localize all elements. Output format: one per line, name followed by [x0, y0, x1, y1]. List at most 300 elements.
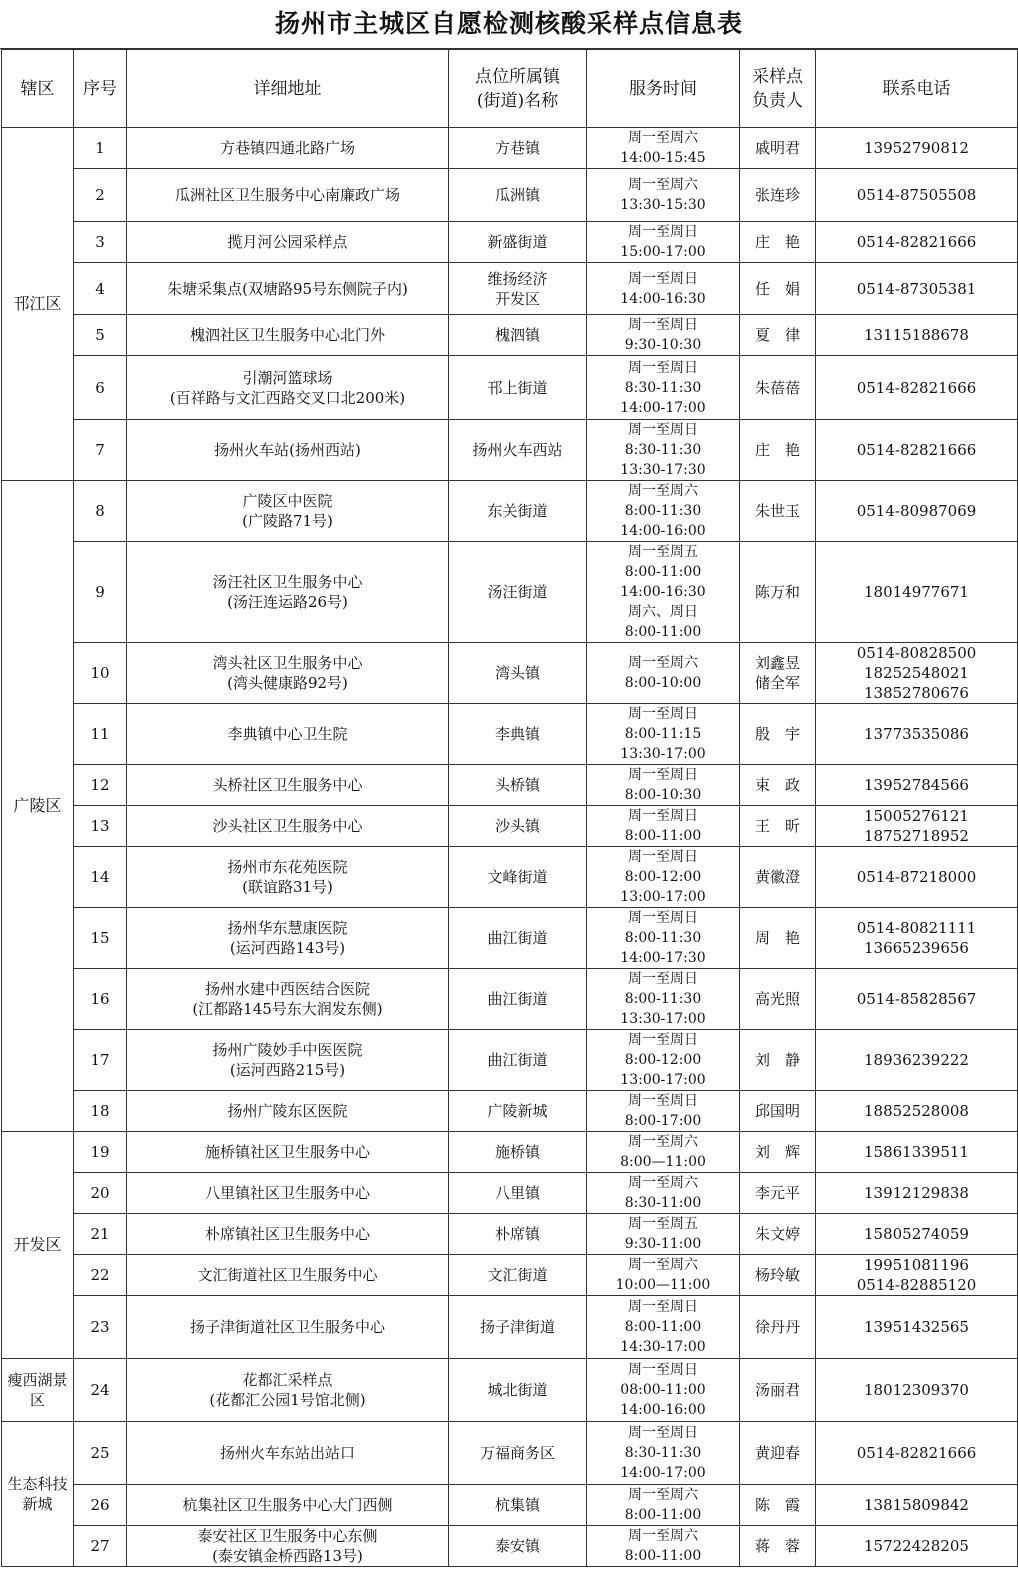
- time-cell-line: 周一至周五: [628, 544, 698, 560]
- address-cell: [127, 643, 449, 704]
- street-cell: [449, 969, 587, 1030]
- time-cell: [587, 1132, 740, 1173]
- time-cell-line: 14:00-16:00: [620, 1402, 706, 1418]
- address-cell-line: 方巷镇四通北路广场: [219, 139, 355, 157]
- time-cell-line: 8:00-12:00: [624, 869, 702, 885]
- table-row: [2, 704, 1018, 765]
- person-cell: [740, 263, 816, 315]
- address-cell: [127, 1296, 449, 1359]
- address-cell-line: 湾头社区卫生服务中心: [212, 654, 363, 672]
- person-cell: [740, 704, 816, 765]
- time-cell-line: 周一至周六: [628, 1528, 698, 1544]
- time-cell-line: 13:30-15:30: [620, 197, 706, 213]
- street-cell: [449, 420, 587, 481]
- address-cell-line: 八里镇社区卫生服务中心: [204, 1184, 370, 1202]
- table-row: [2, 1173, 1018, 1214]
- street-cell-line: 朴席镇: [494, 1225, 540, 1243]
- phone-cell-line: 15805274059: [864, 1225, 969, 1243]
- phone-cell-line: 18752718952: [864, 827, 969, 845]
- street-cell-line: 瓜洲镇: [494, 186, 540, 204]
- address-cell-line: 扬州火车东站出站口: [219, 1444, 355, 1462]
- street-cell-line: 施桥镇: [494, 1143, 540, 1161]
- street-cell: [449, 1132, 587, 1173]
- person-cell-line: 朱文婷: [754, 1225, 800, 1243]
- phone-cell-line: 18014977671: [864, 583, 969, 601]
- header-time: 服务时间: [587, 50, 740, 128]
- person-cell: [740, 1091, 816, 1132]
- address-cell: [127, 420, 449, 481]
- street-cell: [449, 847, 587, 908]
- person-cell-line: 殷 宇: [754, 725, 800, 743]
- time-cell-line: 周一至周六: [628, 130, 698, 146]
- address-cell: [127, 222, 449, 263]
- time-cell-line: 8:30-11:30: [624, 442, 702, 458]
- time-cell-line: 8:00-11:00: [624, 1548, 702, 1564]
- time-cell-line: 周一至周六: [628, 1257, 698, 1273]
- address-cell-line: 扬州水建中西医结合医院: [204, 980, 370, 998]
- phone-cell: [816, 1422, 1018, 1485]
- person-cell: [740, 222, 816, 263]
- street-cell: [449, 222, 587, 263]
- phone-cell-line: 0514-82821666: [856, 1444, 977, 1462]
- person-cell-line: 黄迎春: [754, 1444, 800, 1462]
- row-number: 16: [74, 969, 127, 1030]
- time-cell-line: 08:00-11:00: [620, 1382, 706, 1398]
- street-cell: [449, 1526, 587, 1567]
- person-cell-line: 蒋 蓉: [754, 1537, 800, 1555]
- person-cell: [740, 1255, 816, 1296]
- street-cell-line: 杭集镇: [494, 1496, 540, 1514]
- address-cell: [127, 1214, 449, 1255]
- time-cell: [587, 222, 740, 263]
- address-cell: [127, 1526, 449, 1567]
- phone-cell: [816, 1526, 1018, 1567]
- header-person: [740, 50, 816, 128]
- header-person-line: 采样点: [752, 66, 803, 87]
- phone-cell-line: 18252548021: [864, 664, 969, 682]
- time-cell-line: 13:00-17:00: [620, 1072, 706, 1088]
- district-cell: 瘦西湖景区: [2, 1359, 74, 1422]
- row-number: 20: [74, 1173, 127, 1214]
- phone-cell-line: 15722428205: [864, 1537, 969, 1555]
- phone-cell-line: 0514-87505508: [856, 186, 977, 204]
- phone-cell: [816, 847, 1018, 908]
- person-cell: [740, 420, 816, 481]
- time-cell: [587, 847, 740, 908]
- row-number: 17: [74, 1030, 127, 1091]
- time-cell-line: 周一至周日: [628, 1425, 698, 1441]
- time-cell-line: 8:00-11:00: [624, 624, 702, 640]
- person-cell-line: 王 昕: [754, 817, 800, 835]
- person-cell-line: 戚明君: [754, 139, 800, 157]
- time-cell-line: 13:30-17:00: [620, 1011, 706, 1027]
- person-cell: [740, 1030, 816, 1091]
- street-cell: [449, 542, 587, 643]
- address-cell: [127, 1132, 449, 1173]
- person-cell-line: 汤丽君: [754, 1381, 800, 1399]
- phone-cell-line: 0514-82821666: [856, 378, 977, 397]
- phone-cell-line: 0514-87305381: [856, 279, 977, 298]
- time-cell-line: 8:30-11:30: [624, 1445, 702, 1461]
- phone-cell-line: 13815809842: [864, 1496, 969, 1514]
- district-cell: 邗江区: [2, 128, 74, 481]
- person-cell-line: 任 娟: [754, 279, 800, 298]
- header-street-line: (街道)名称: [476, 90, 559, 111]
- person-cell-line: 张连珍: [754, 186, 800, 204]
- table-row: [2, 847, 1018, 908]
- street-cell-line: 槐泗镇: [494, 326, 540, 344]
- address-cell-line: 扬州广陵东区医院: [227, 1102, 348, 1120]
- person-cell-line: 刘 辉: [754, 1143, 800, 1161]
- time-cell-line: 周一至周日: [628, 767, 698, 783]
- table-row: [2, 128, 1018, 169]
- address-cell-line: 引潮河篮球场: [242, 368, 333, 387]
- time-cell-line: 14:00-17:00: [620, 1465, 706, 1481]
- person-cell-line: 刘鑫昱: [754, 654, 800, 672]
- time-cell: [587, 315, 740, 356]
- time-cell-line: 8:00-10:00: [624, 675, 702, 691]
- table-row: [2, 643, 1018, 704]
- street-cell-line: 方巷镇: [494, 139, 540, 157]
- row-number: 21: [74, 1214, 127, 1255]
- street-cell: [449, 481, 587, 542]
- person-cell: [740, 806, 816, 847]
- table-row: [2, 263, 1018, 315]
- address-cell: [127, 1173, 449, 1214]
- address-cell: [127, 806, 449, 847]
- table-row: [2, 1091, 1018, 1132]
- person-cell-line: 邱国明: [754, 1102, 800, 1120]
- street-cell: [449, 908, 587, 969]
- street-cell: [449, 356, 587, 420]
- time-cell-line: 周一至周日: [628, 849, 698, 865]
- row-number: 22: [74, 1255, 127, 1296]
- person-cell: [740, 1173, 816, 1214]
- address-cell-line: (花都汇公园1号馆北侧): [209, 1391, 366, 1409]
- person-cell-line: 束 政: [754, 776, 800, 794]
- time-cell-line: 周一至周日: [628, 1299, 698, 1315]
- phone-cell: [816, 1359, 1018, 1422]
- phone-cell-line: 13952790812: [864, 139, 969, 157]
- time-cell: [587, 169, 740, 222]
- street-cell-line: 扬子津街道: [479, 1318, 555, 1336]
- time-cell-line: 8:00-11:30: [624, 503, 702, 519]
- street-cell: [449, 1173, 587, 1214]
- phone-cell: [816, 128, 1018, 169]
- address-cell-line: (运河西路215号): [229, 1061, 346, 1079]
- phone-cell: [816, 315, 1018, 356]
- phone-cell: [816, 263, 1018, 315]
- person-cell: [740, 356, 816, 420]
- person-cell: [740, 169, 816, 222]
- address-cell-line: 扬州市东花苑医院: [227, 858, 348, 876]
- time-cell: [587, 1526, 740, 1567]
- time-cell-line: 8:30-11:30: [624, 379, 702, 396]
- person-cell: [740, 847, 816, 908]
- person-cell-line: 高光照: [754, 990, 800, 1008]
- street-cell-line: 头桥镇: [494, 776, 540, 794]
- address-cell-line: 李典镇中心卫生院: [227, 725, 348, 743]
- header-address: 详细地址: [127, 50, 449, 128]
- time-cell-line: 14:00-16:00: [620, 523, 706, 539]
- time-cell: [587, 765, 740, 806]
- street-cell-line: 扬州火车西站: [472, 441, 563, 459]
- address-cell-line: 扬州广陵妙手中医医院: [212, 1041, 363, 1059]
- table-row: [2, 969, 1018, 1030]
- time-cell: [587, 1359, 740, 1422]
- street-cell: [449, 169, 587, 222]
- phone-cell-line: 13852780676: [864, 684, 969, 702]
- time-cell: [587, 643, 740, 704]
- person-cell: [740, 481, 816, 542]
- person-cell-line: 陈 霞: [754, 1496, 800, 1514]
- time-cell-line: 8:00-10:30: [624, 787, 702, 803]
- person-cell: [740, 643, 816, 704]
- person-cell: [740, 1214, 816, 1255]
- phone-cell: [816, 1214, 1018, 1255]
- address-cell-line: 扬州火车站(扬州西站): [214, 441, 361, 459]
- street-cell-line: 东关街道: [487, 502, 548, 520]
- time-cell-line: 周一至周日: [628, 422, 698, 438]
- street-cell-line: 广陵新城: [487, 1102, 548, 1120]
- street-cell: [449, 1296, 587, 1359]
- phone-cell: [816, 908, 1018, 969]
- address-cell: [127, 1255, 449, 1296]
- address-cell-line: 杭集社区卫生服务中心大门西侧: [182, 1496, 393, 1514]
- street-cell: [449, 765, 587, 806]
- table-row: [2, 1030, 1018, 1091]
- time-cell-line: 周一至周六: [628, 655, 698, 671]
- time-cell: [587, 542, 740, 643]
- row-number: 27: [74, 1526, 127, 1567]
- row-number: 26: [74, 1485, 127, 1526]
- time-cell-line: 周一至周日: [628, 270, 698, 287]
- phone-cell: [816, 704, 1018, 765]
- street-cell: [449, 1359, 587, 1422]
- address-cell-line: (泰安镇金桥西路13号): [212, 1547, 363, 1565]
- address-cell-line: (百祥路与文汇西路交叉口北200米): [169, 388, 406, 407]
- street-cell: [449, 1485, 587, 1526]
- address-cell: [127, 1030, 449, 1091]
- person-cell-line: 陈万和: [754, 583, 800, 601]
- time-cell: [587, 356, 740, 420]
- table-body: [2, 128, 1018, 1567]
- person-cell-line: 储全军: [754, 674, 800, 692]
- address-cell-line: 泰安社区卫生服务中心东侧: [197, 1527, 378, 1545]
- person-cell: [740, 1526, 816, 1567]
- time-cell-line: 9:30-11:00: [624, 1236, 702, 1252]
- phone-cell: [816, 169, 1018, 222]
- time-cell: [587, 420, 740, 481]
- phone-cell-line: 13665239656: [864, 939, 969, 957]
- time-cell-line: 周一至周六: [628, 1487, 698, 1503]
- person-cell-line: 徐丹丹: [754, 1318, 800, 1336]
- street-cell: [449, 704, 587, 765]
- phone-cell: [816, 420, 1018, 481]
- time-cell-line: 周一至周六: [628, 1175, 698, 1191]
- address-cell-line: 沙头社区卫生服务中心: [212, 817, 363, 835]
- row-number: 13: [74, 806, 127, 847]
- phone-cell: [816, 1173, 1018, 1214]
- row-number: 19: [74, 1132, 127, 1173]
- phone-cell: [816, 1485, 1018, 1526]
- row-number: 6: [74, 356, 127, 420]
- header-row: [2, 50, 1018, 128]
- header-street: [449, 50, 587, 128]
- table-row: [2, 1296, 1018, 1359]
- phone-cell-line: 13115188678: [864, 326, 969, 344]
- time-cell: [587, 969, 740, 1030]
- time-cell: [587, 481, 740, 542]
- time-cell-line: 8:30-11:00: [624, 1195, 702, 1211]
- street-cell: [449, 1255, 587, 1296]
- time-cell-line: 周一至周六: [628, 1134, 698, 1150]
- time-cell-line: 周一至周日: [628, 359, 698, 376]
- street-cell-line: 维扬经济: [487, 269, 548, 288]
- address-cell: [127, 315, 449, 356]
- street-cell: [449, 1214, 587, 1255]
- table-row: [2, 908, 1018, 969]
- time-cell-line: 13:30-17:00: [620, 746, 706, 762]
- row-number: 24: [74, 1359, 127, 1422]
- person-cell: [740, 542, 816, 643]
- street-cell: [449, 1422, 587, 1485]
- phone-cell: [816, 806, 1018, 847]
- row-number: 14: [74, 847, 127, 908]
- street-cell: [449, 263, 587, 315]
- street-cell-line: 沙头镇: [494, 817, 540, 835]
- street-cell-line: 城北街道: [487, 1381, 548, 1399]
- district-cell: 生态科技新城: [2, 1422, 74, 1567]
- phone-cell-line: 15005276121: [864, 807, 969, 825]
- person-cell: [740, 1132, 816, 1173]
- address-cell: [127, 356, 449, 420]
- sampling-site-table: [1, 49, 1018, 1567]
- row-number: 15: [74, 908, 127, 969]
- time-cell: [587, 1255, 740, 1296]
- phone-cell-line: 18852528008: [864, 1102, 969, 1120]
- time-cell-line: 8:00-11:00: [624, 828, 702, 844]
- phone-cell: [816, 969, 1018, 1030]
- row-number: 18: [74, 1091, 127, 1132]
- address-cell: [127, 542, 449, 643]
- row-number: 10: [74, 643, 127, 704]
- phone-cell-line: 0514-80987069: [856, 502, 977, 520]
- time-cell: [587, 1091, 740, 1132]
- address-cell-line: 朴席镇社区卫生服务中心: [204, 1225, 370, 1243]
- row-number: 2: [74, 169, 127, 222]
- person-cell-line: 杨玲敏: [754, 1266, 800, 1284]
- person-cell: [740, 315, 816, 356]
- address-cell: [127, 704, 449, 765]
- time-cell: [587, 1214, 740, 1255]
- street-cell-line: 曲江街道: [487, 990, 548, 1008]
- time-cell: [587, 263, 740, 315]
- address-cell: [127, 1091, 449, 1132]
- phone-cell-line: 0514-82821666: [856, 233, 977, 251]
- person-cell: [740, 128, 816, 169]
- address-cell: [127, 263, 449, 315]
- time-cell-line: 8:00-11:30: [624, 991, 702, 1007]
- phone-cell-line: 13912129838: [864, 1184, 969, 1202]
- person-cell: [740, 908, 816, 969]
- row-number: 1: [74, 128, 127, 169]
- row-number: 3: [74, 222, 127, 263]
- time-cell-line: 8:00—11:00: [620, 1154, 706, 1170]
- address-cell-line: 头桥社区卫生服务中心: [212, 776, 363, 794]
- time-cell-line: 10:00—11:00: [615, 1277, 711, 1293]
- time-cell-line: 周一至周日: [628, 1032, 698, 1048]
- district-cell: 开发区: [2, 1132, 74, 1359]
- time-cell: [587, 1173, 740, 1214]
- phone-cell: [816, 356, 1018, 420]
- address-cell-line: 汤汪社区卫生服务中心: [212, 573, 363, 591]
- time-cell-line: 周一至周日: [628, 1093, 698, 1109]
- address-cell: [127, 969, 449, 1030]
- street-cell-line: 邗上街道: [487, 378, 548, 397]
- street-cell: [449, 806, 587, 847]
- time-cell-line: 14:00-17:30: [620, 950, 706, 966]
- time-cell-line: 周六、周日: [628, 604, 698, 620]
- time-cell-line: 周一至周六: [628, 177, 698, 193]
- time-cell-line: 14:00-15:45: [620, 150, 706, 166]
- phone-cell: [816, 222, 1018, 263]
- address-cell-line: (广陵路71号): [242, 512, 333, 530]
- table-row: [2, 1485, 1018, 1526]
- time-cell-line: 8:00-17:00: [624, 1113, 702, 1129]
- phone-cell-line: 18936239222: [864, 1051, 969, 1069]
- phone-cell-line: 19951081196: [864, 1256, 969, 1274]
- table-row: [2, 1422, 1018, 1485]
- table-row: [2, 1214, 1018, 1255]
- table-row: [2, 315, 1018, 356]
- person-cell: [740, 969, 816, 1030]
- table-row: [2, 1255, 1018, 1296]
- person-cell-line: 庄 艳: [754, 441, 800, 459]
- address-cell-line: 槐泗社区卫生服务中心北门外: [189, 326, 385, 344]
- address-cell-line: 广陵区中医院: [242, 492, 333, 510]
- time-cell-line: 14:00-16:30: [620, 584, 706, 600]
- table-row: [2, 420, 1018, 481]
- address-cell: [127, 847, 449, 908]
- phone-cell-line: 13952784566: [864, 776, 969, 794]
- phone-cell: [816, 1091, 1018, 1132]
- row-number: 11: [74, 704, 127, 765]
- header-person-line: 负责人: [752, 90, 803, 111]
- person-cell-line: 刘 静: [754, 1051, 800, 1069]
- time-cell-line: 14:30-17:00: [620, 1339, 706, 1355]
- time-cell-line: 14:00-16:30: [620, 290, 706, 307]
- phone-cell: [816, 1255, 1018, 1296]
- address-cell-line: (湾头健康路92号): [227, 674, 348, 692]
- street-cell: [449, 315, 587, 356]
- address-cell: [127, 1359, 449, 1422]
- address-cell: [127, 1422, 449, 1485]
- address-cell: [127, 908, 449, 969]
- address-cell-line: (江都路145号东大润发东侧): [192, 1000, 383, 1018]
- header-district: 辖区: [2, 50, 74, 128]
- phone-cell: [816, 765, 1018, 806]
- time-cell-line: 周一至周日: [628, 317, 698, 333]
- row-number: 12: [74, 765, 127, 806]
- time-cell: [587, 908, 740, 969]
- address-cell: [127, 169, 449, 222]
- phone-cell: [816, 481, 1018, 542]
- address-cell-line: 文汇街道社区卫生服务中心: [197, 1266, 378, 1284]
- phone-cell: [816, 1132, 1018, 1173]
- phone-cell-line: 0514-82885120: [856, 1276, 977, 1294]
- time-cell-line: 8:00-11:15: [624, 726, 702, 742]
